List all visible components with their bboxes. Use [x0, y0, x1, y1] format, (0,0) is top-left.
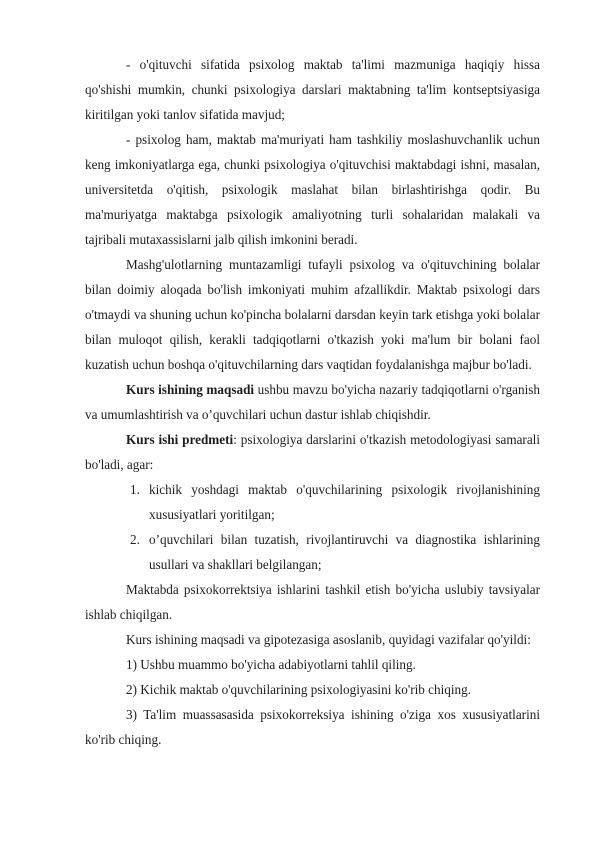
- paragraph: Mashg'ulotlarning muntazamligi tufayli psixolog va o'qituvchining bolalar bilan doimiy aloqada bo'lish imkoniyati muhim afzallikdir. Maktab psixologi dars o'tmaydi va shuning uchun ko'pincha bolalarni darsdan keyin tark etishga yoki bolalar bilan muloqot qilish, kerakli tadqiqotlarni o'tkazish yoki ma'lum bir bolani faol kuzatish uchun boshqa o'qituvchilarning dars vaqtidan foydalanishga majbur bo'ladi.: [85, 257, 540, 372]
- list-item-marker: 2.: [130, 532, 140, 547]
- paragraph: [85, 427, 540, 477]
- list-item: [130, 477, 540, 527]
- paragraph-bold-lead: Kurs ishi predmeti: [126, 432, 234, 447]
- list-item-text: o’quvchilari bilan tuzatish, rivojlantiruvchi va diagnostika ishlarining usullari va shakllari belgilangan;: [149, 532, 540, 572]
- paragraph: Kurs ishining maqsadi va gipotezasiga asoslanib, quyidagi vazifalar qo'yildi:: [126, 632, 531, 647]
- paragraph-text: : psixologiya darslarini o'tkazish metodologiyasi samarali bo'ladi, agar:: [85, 432, 541, 472]
- paragraph-text: ushbu mavzu bo'yicha nazariy tadqiqotlarni o'rganish va umumlashtirish va o’quvchilari uchun dastur ishlab chiqishdir.: [85, 382, 540, 422]
- paragraph: [85, 377, 540, 427]
- paragraph: - o'qituvchi sifatida psixolog maktab ta'limi mazmuniga haqiqiy hissa qo'shishi mumkin, chunki psixologiya darslari maktabning ta'lim kontseptsiyasiga kiritilgan yoki tanlov sifatida mavjud;: [85, 57, 540, 122]
- paragraph: Maktabda psixokorrektsiya ishlarini tashkil etish bo'yicha uslubiy tavsiyalar ishlab chiqilgan.: [85, 582, 540, 622]
- list-item-text: kichik yoshdagi maktab o'quvchilarining psixologik rivojlanishining xususiyatlari yoritilgan;: [149, 482, 540, 522]
- paragraph: 3) Ta'lim muassasasida psixokorreksiya ishining o'ziga xos xususiyatlarini ko'rib chiqing.: [85, 707, 540, 747]
- paragraph: 2) Kichik maktab o'quvchilarining psixologiyasini ko'rib chiqing.: [126, 682, 472, 697]
- paragraph-bold-lead: Kurs ishining maqsadi: [126, 382, 255, 397]
- list-item: [130, 527, 540, 577]
- paragraph: 1) Ushbu muammo bo'yicha adabiyotlarni tahlil qiling.: [126, 657, 416, 672]
- paragraph: - psixolog ham, maktab ma'muriyati ham tashkiliy moslashuvchanlik uchun keng imkoniyatlarga ega, chunki psixologiya o'qituvchisi maktabdagi ishni, masalan, universitetda o'qitish, psixologik maslahat bilan birlashtirishga qodir. Bu ma'muriyatga maktabga psixologik amaliyotning turli sohalaridan malakali va tajribali mutaxassislarni jalb qilish imkonini beradi.: [85, 132, 540, 247]
- list-item-marker: 1.: [130, 482, 140, 497]
